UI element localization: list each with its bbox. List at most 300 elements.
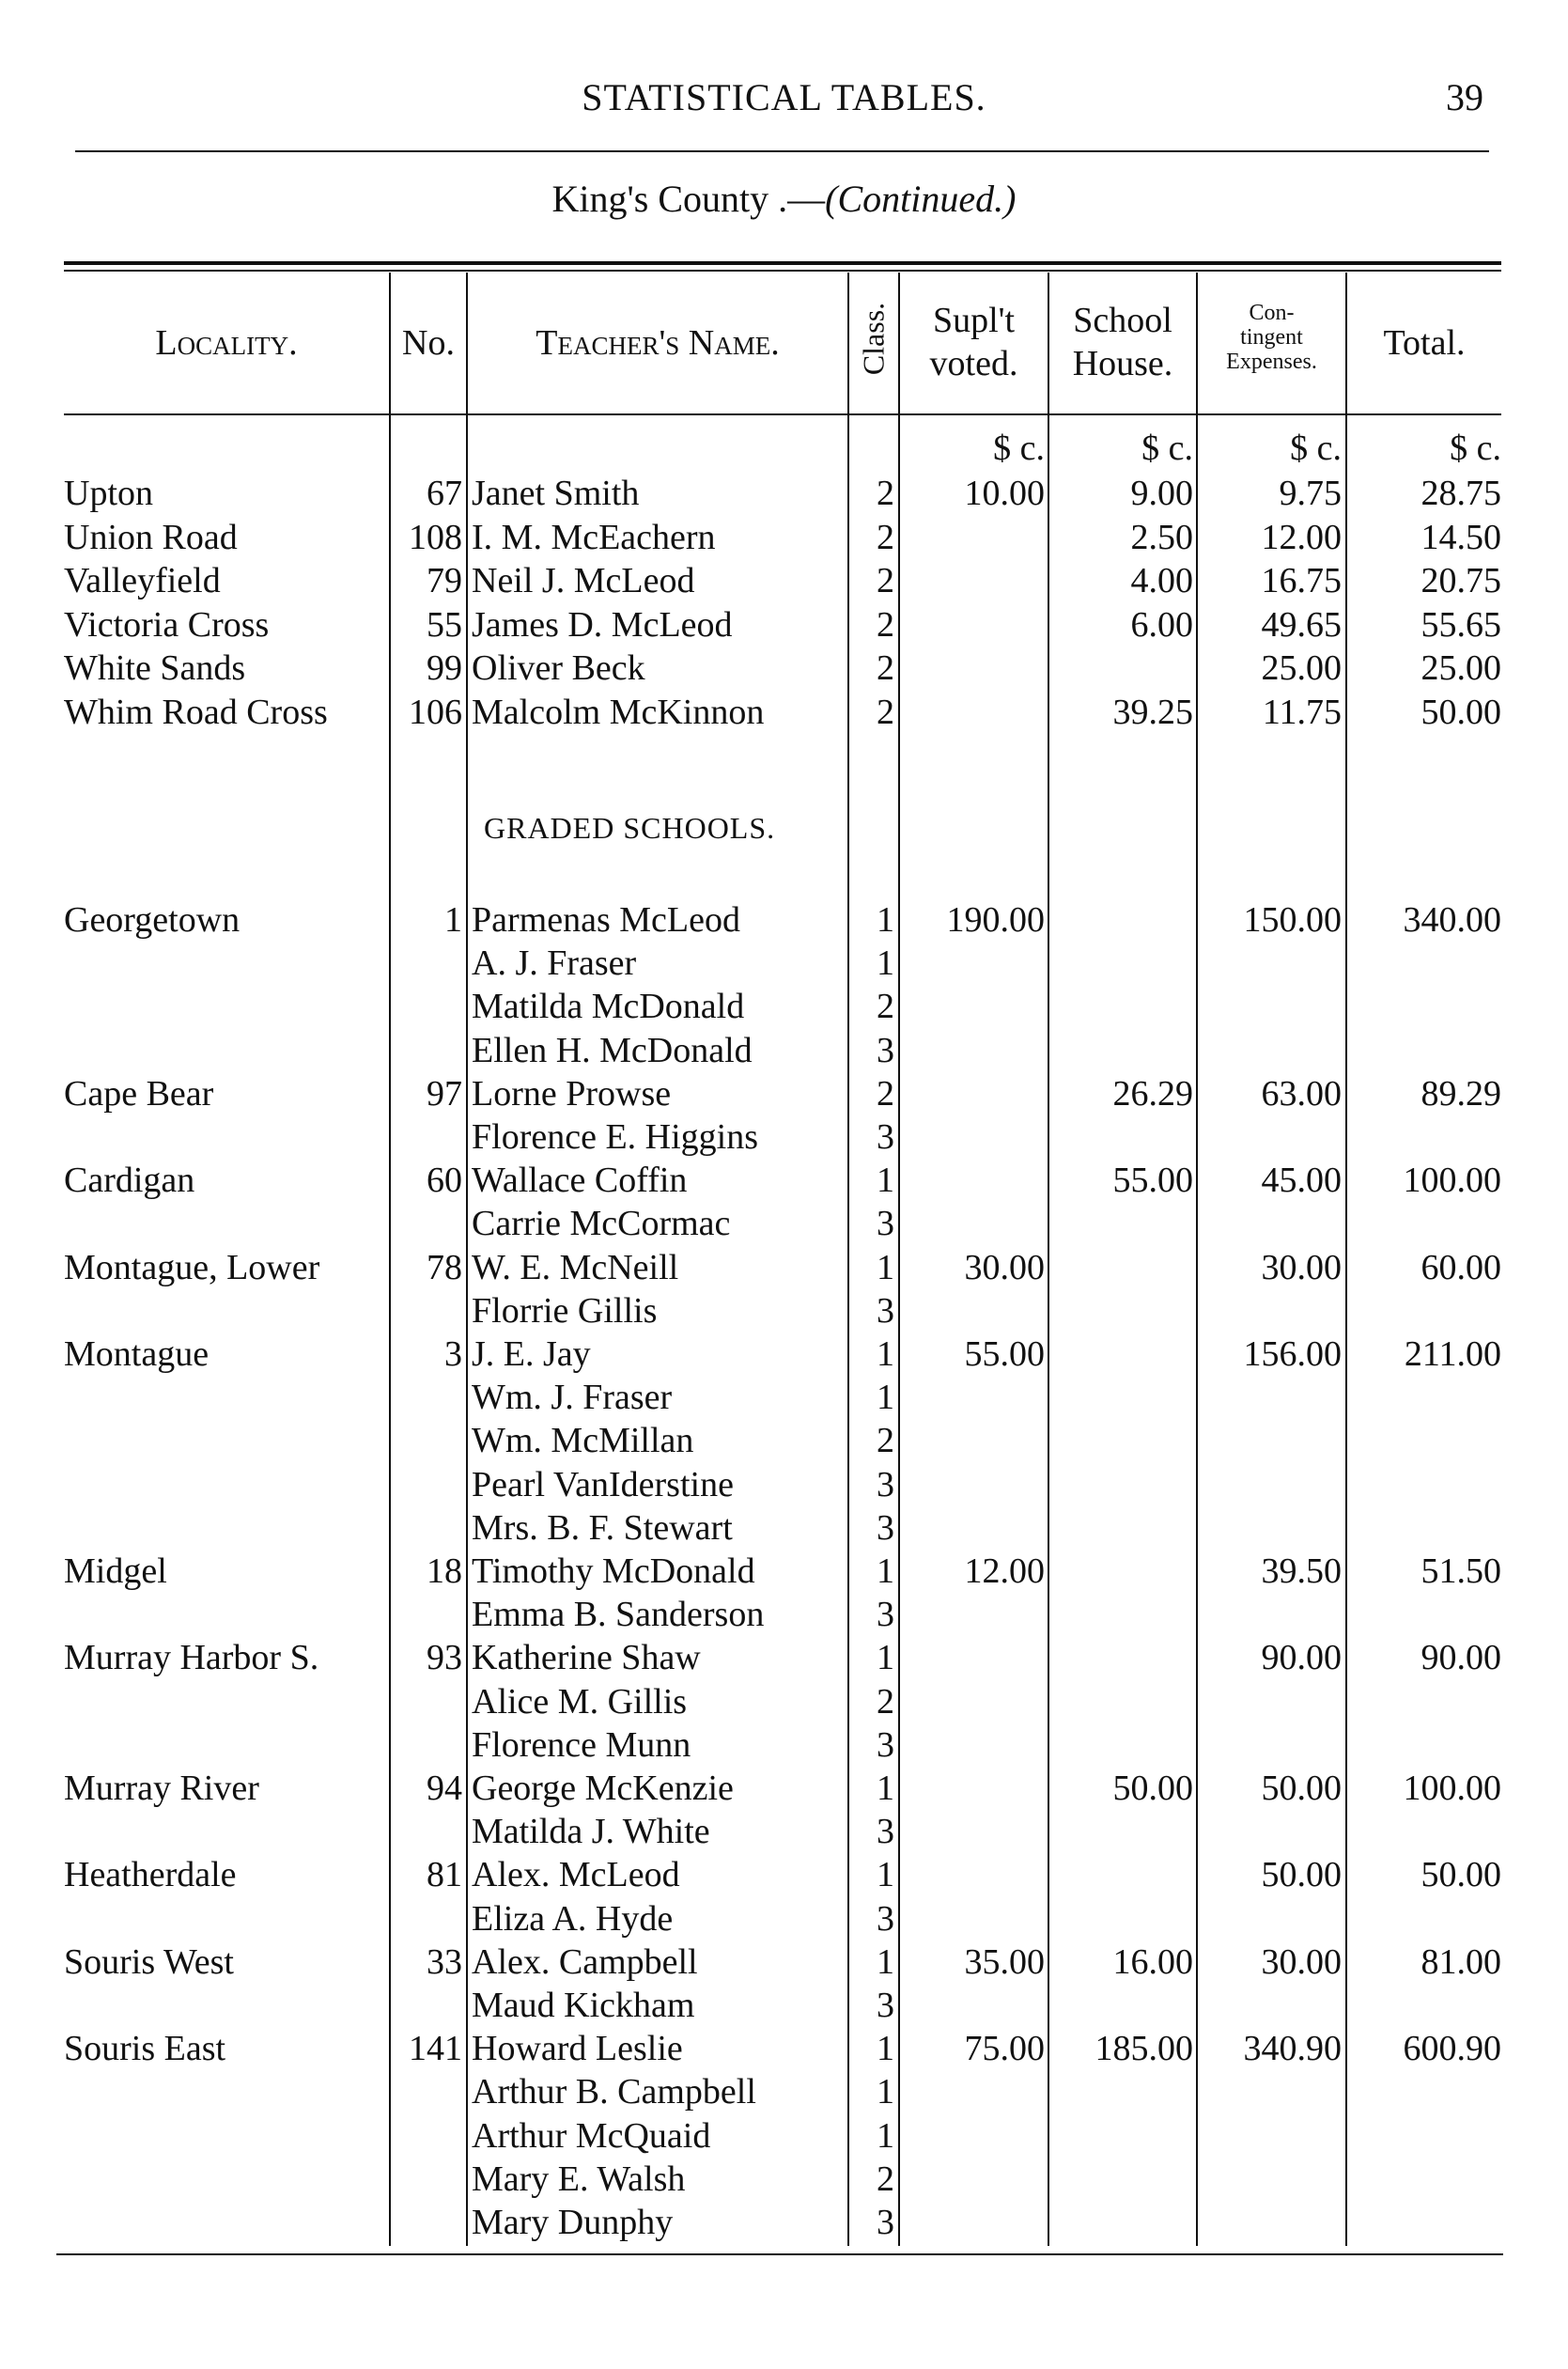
cell-suplt-voted xyxy=(902,1984,1045,2027)
cell-contingent-expenses xyxy=(1201,2158,1342,2201)
cell-school-number xyxy=(387,1810,462,1853)
header-school-line1: School xyxy=(1073,301,1172,340)
cell-contingent-expenses: 90.00 xyxy=(1261,1638,1342,1678)
county-name: King's County .— xyxy=(551,178,826,220)
cell-suplt-voted xyxy=(902,1897,1045,1940)
cell-suplt-voted: 10.00 xyxy=(964,474,1045,513)
cell-suplt-voted xyxy=(902,942,1045,985)
cell-school-number: 67 xyxy=(427,474,462,513)
cell-class: 3 xyxy=(877,2203,894,2242)
cell-class: 3 xyxy=(877,1986,894,2025)
cell-contingent-expenses: 49.65 xyxy=(1261,604,1342,645)
cell-school-number: 78 xyxy=(427,1247,462,1287)
cell-school-house: 185.00 xyxy=(1094,2029,1193,2069)
cell-teacher-name: Maud Kickham xyxy=(472,1986,695,2025)
cell-contingent-expenses xyxy=(1201,985,1342,1028)
cell-suplt-voted xyxy=(902,1159,1045,1202)
cell-locality: Heatherdale xyxy=(64,1855,237,1895)
cell-teacher-name: Mrs. B. F. Stewart xyxy=(472,1507,733,1548)
cell-school-house: 55.00 xyxy=(1112,1161,1193,1201)
cell-total: 20.75 xyxy=(1421,561,1501,600)
cell-total: 25.00 xyxy=(1421,648,1501,688)
cell-teacher-name: Timothy McDonald xyxy=(472,1551,755,1591)
cell-contingent-expenses xyxy=(1201,1376,1342,1419)
cell-suplt-voted: 75.00 xyxy=(964,2029,1045,2069)
cell-total xyxy=(1353,2114,1501,2158)
cell-teacher-name: Katherine Shaw xyxy=(472,1638,701,1678)
cell-contingent-expenses: 25.00 xyxy=(1261,648,1342,688)
cell-teacher-name: I. M. McEachern xyxy=(472,517,716,557)
cell-locality: Upton xyxy=(64,474,153,513)
cell-suplt-voted xyxy=(902,1115,1045,1159)
currency-total: $ c. xyxy=(1450,429,1501,468)
cell-teacher-name: Mary Dunphy xyxy=(472,2203,674,2242)
cell-teacher-name: Janet Smith xyxy=(472,474,640,513)
cell-school-number: 99 xyxy=(427,648,462,688)
cell-suplt-voted xyxy=(902,603,1045,647)
cell-total: 340.00 xyxy=(1403,900,1501,940)
cell-suplt-voted xyxy=(902,1636,1045,1679)
continued-note: (Continued.) xyxy=(825,178,1017,220)
cell-suplt-voted xyxy=(902,516,1045,559)
cell-total: 100.00 xyxy=(1403,1769,1501,1808)
cell-school-house xyxy=(1052,1853,1193,1896)
cell-class: 2 xyxy=(877,474,894,513)
cell-locality: Midgel xyxy=(64,1551,167,1591)
cell-school-house: 39.25 xyxy=(1112,692,1193,732)
cell-school-number xyxy=(387,1419,462,1462)
cell-locality: Montague, Lower xyxy=(64,1247,320,1287)
cell-contingent-expenses xyxy=(1201,1289,1342,1333)
cell-class: 3 xyxy=(877,1117,894,1157)
col-rule-school-right xyxy=(1196,273,1198,2246)
cell-school-house xyxy=(1052,1115,1193,1159)
cell-suplt-voted: 12.00 xyxy=(964,1551,1045,1591)
cell-suplt-voted xyxy=(902,1506,1045,1550)
cell-total xyxy=(1353,985,1501,1028)
cell-school-number xyxy=(387,1593,462,1636)
cell-locality: Georgetown xyxy=(64,900,241,940)
cell-contingent-expenses: 16.75 xyxy=(1261,561,1342,600)
cell-total xyxy=(1353,1723,1501,1767)
cell-class: 1 xyxy=(877,1769,894,1808)
cell-total: 211.00 xyxy=(1404,1334,1501,1374)
header-no: No. xyxy=(402,323,455,363)
cell-class: 3 xyxy=(877,1898,894,1939)
cell-total xyxy=(1353,942,1501,985)
cell-school-number xyxy=(387,2158,462,2201)
cell-total: 50.00 xyxy=(1421,692,1501,732)
cell-school-number xyxy=(387,942,462,985)
cell-total: 90.00 xyxy=(1421,1638,1501,1678)
running-head xyxy=(0,75,1568,132)
cell-teacher-name: Pearl VanIderstine xyxy=(472,1464,734,1504)
cell-school-house xyxy=(1052,2158,1193,2201)
head-rule xyxy=(75,150,1489,152)
cell-suplt-voted: 55.00 xyxy=(964,1334,1045,1374)
cell-suplt-voted xyxy=(902,2070,1045,2113)
cell-teacher-name: Alice M. Gillis xyxy=(472,1681,688,1722)
cell-suplt-voted xyxy=(902,1202,1045,1245)
cell-total: 28.75 xyxy=(1421,474,1501,513)
cell-suplt-voted xyxy=(902,2114,1045,2158)
cell-class: 2 xyxy=(877,692,894,732)
cell-total xyxy=(1353,2070,1501,2113)
cell-class: 3 xyxy=(877,1595,894,1635)
cell-school-number xyxy=(387,1680,462,1723)
cell-class: 2 xyxy=(877,648,894,688)
cell-total: 55.65 xyxy=(1421,604,1501,645)
cell-total xyxy=(1353,1376,1501,1419)
cell-contingent-expenses xyxy=(1201,1593,1342,1636)
cell-contingent-expenses xyxy=(1201,1463,1342,1506)
cell-school-number xyxy=(387,1376,462,1419)
cell-locality: Souris West xyxy=(64,1941,234,1982)
cell-school-house xyxy=(1052,1419,1193,1462)
header-cont-line3: Expenses. xyxy=(1226,350,1317,374)
cell-total xyxy=(1353,1115,1501,1159)
cell-school-number xyxy=(387,1463,462,1506)
cell-suplt-voted xyxy=(902,1463,1045,1506)
cell-suplt-voted xyxy=(902,647,1045,690)
cell-class: 2 xyxy=(877,987,894,1027)
cell-teacher-name: Arthur B. Campbell xyxy=(472,2072,756,2112)
cell-locality: White Sands xyxy=(64,648,246,688)
cell-teacher-name: Mary E. Walsh xyxy=(472,2159,686,2199)
cell-suplt-voted xyxy=(902,1853,1045,1896)
cell-school-house: 50.00 xyxy=(1112,1769,1193,1808)
cell-class: 1 xyxy=(877,1247,894,1287)
cell-teacher-name: Florence E. Higgins xyxy=(472,1117,759,1157)
cell-teacher-name: Wm. McMillan xyxy=(472,1421,694,1461)
cell-school-number: 18 xyxy=(427,1551,462,1591)
cell-contingent-expenses: 156.00 xyxy=(1243,1334,1342,1374)
cell-suplt-voted xyxy=(902,985,1045,1028)
cell-contingent-expenses xyxy=(1201,942,1342,985)
cell-school-house xyxy=(1052,2201,1193,2244)
cell-total: 60.00 xyxy=(1421,1247,1501,1287)
cell-locality: Murray Harbor S. xyxy=(64,1638,319,1678)
cell-school-number: 141 xyxy=(409,2029,462,2069)
cell-school-house xyxy=(1052,1506,1193,1550)
cell-total: 89.29 xyxy=(1421,1073,1501,1114)
cell-school-house xyxy=(1052,1636,1193,1679)
cell-school-number xyxy=(387,1897,462,1940)
cell-school-number xyxy=(387,2114,462,2158)
cell-locality: Cardigan xyxy=(64,1161,195,1201)
cell-class: 3 xyxy=(877,1724,894,1765)
cell-class: 2 xyxy=(877,517,894,557)
cell-total xyxy=(1353,1202,1501,1245)
cell-teacher-name: James D. McLeod xyxy=(472,604,733,645)
cell-class: 2 xyxy=(877,1421,894,1461)
cell-class: 3 xyxy=(877,1204,894,1244)
cell-school-house: 2.50 xyxy=(1130,517,1193,557)
header-locality: Locality. xyxy=(155,323,298,363)
cell-teacher-name: Parmenas McLeod xyxy=(472,900,740,940)
cell-class: 1 xyxy=(877,943,894,984)
cell-school-house xyxy=(1052,1897,1193,1940)
cell-contingent-expenses: 45.00 xyxy=(1261,1161,1342,1201)
cell-teacher-name: A. J. Fraser xyxy=(472,943,637,984)
cell-contingent-expenses: 30.00 xyxy=(1261,1247,1342,1287)
cell-contingent-expenses: 12.00 xyxy=(1261,517,1342,557)
cell-contingent-expenses: 50.00 xyxy=(1261,1855,1342,1895)
cell-school-house xyxy=(1052,1680,1193,1723)
cell-teacher-name: Carrie McCormac xyxy=(472,1204,731,1244)
cell-class: 3 xyxy=(877,1507,894,1548)
cell-teacher-name: Matilda J. White xyxy=(472,1812,710,1852)
cell-teacher-name: Wm. J. Fraser xyxy=(472,1378,673,1418)
cell-total xyxy=(1353,1593,1501,1636)
cell-school-house xyxy=(1052,1550,1193,1593)
cell-school-number xyxy=(387,1289,462,1333)
cell-school-number xyxy=(387,1506,462,1550)
cell-locality: Whim Road Cross xyxy=(64,692,328,732)
cell-school-number: 1 xyxy=(444,900,462,940)
cell-teacher-name: Alex. Campbell xyxy=(472,1941,698,1982)
cell-locality: Valleyfield xyxy=(64,561,221,600)
currency-school: $ c. xyxy=(1141,429,1193,468)
cell-school-house: 4.00 xyxy=(1130,561,1193,600)
cell-class: 1 xyxy=(877,1334,894,1374)
cell-locality: Union Road xyxy=(64,517,238,557)
cell-teacher-name: Eliza A. Hyde xyxy=(472,1898,674,1939)
cell-school-number xyxy=(387,985,462,1028)
cell-school-house: 6.00 xyxy=(1130,604,1193,645)
cell-school-number: 97 xyxy=(427,1073,462,1114)
cell-suplt-voted xyxy=(902,1593,1045,1636)
cell-class: 1 xyxy=(877,1551,894,1591)
cell-suplt-voted xyxy=(902,1376,1045,1419)
cell-class: 1 xyxy=(877,1161,894,1201)
cell-total xyxy=(1353,2158,1501,2201)
cell-contingent-expenses: 9.75 xyxy=(1279,474,1342,513)
cell-suplt-voted xyxy=(902,1419,1045,1462)
cell-suplt-voted xyxy=(902,2201,1045,2244)
cell-school-number: 55 xyxy=(427,604,462,645)
cell-suplt-voted xyxy=(902,2158,1045,2201)
cell-school-number xyxy=(387,2201,462,2244)
graded-schools-heading: GRADED SCHOOLS. xyxy=(484,811,776,845)
cell-contingent-expenses: 30.00 xyxy=(1261,1941,1342,1982)
cell-teacher-name: W. E. McNeill xyxy=(472,1247,679,1287)
cell-school-number: 81 xyxy=(427,1855,462,1895)
cell-contingent-expenses xyxy=(1201,2114,1342,2158)
cell-suplt-voted xyxy=(902,1723,1045,1767)
cell-locality: Victoria Cross xyxy=(64,604,270,645)
cell-school-house xyxy=(1052,1246,1193,1289)
cell-suplt-voted xyxy=(902,1072,1045,1115)
cell-school-number: 106 xyxy=(409,692,462,732)
cell-teacher-name: J. E. Jay xyxy=(472,1334,591,1374)
cell-total xyxy=(1353,1984,1501,2027)
cell-class: 3 xyxy=(877,1030,894,1070)
cell-teacher-name: Neil J. McLeod xyxy=(472,561,695,600)
cell-school-house: 26.29 xyxy=(1112,1073,1193,1114)
cell-contingent-expenses: 11.75 xyxy=(1262,692,1342,732)
cell-teacher-name: Wallace Coffin xyxy=(472,1161,688,1201)
cell-class: 1 xyxy=(877,1638,894,1678)
cell-teacher-name: Emma B. Sanderson xyxy=(472,1595,765,1635)
cell-contingent-expenses xyxy=(1201,1810,1342,1853)
page-number: 39 xyxy=(1446,76,1483,118)
cell-school-house xyxy=(1052,1202,1193,1245)
cell-suplt-voted xyxy=(902,1680,1045,1723)
cell-class: 1 xyxy=(877,1378,894,1418)
col-rule-cont-right xyxy=(1345,273,1347,2246)
cell-school-house xyxy=(1052,1810,1193,1853)
cell-contingent-expenses: 39.50 xyxy=(1261,1551,1342,1591)
cell-locality: Murray River xyxy=(64,1769,259,1808)
col-rule-suplt-right xyxy=(1048,273,1049,2246)
header-school-house xyxy=(1049,299,1196,385)
cell-school-house: 16.00 xyxy=(1112,1941,1193,1982)
cell-total xyxy=(1353,2201,1501,2244)
cell-total xyxy=(1353,1463,1501,1506)
cell-teacher-name: Lorne Prowse xyxy=(472,1073,672,1114)
currency-suplt: $ c. xyxy=(993,429,1045,468)
cell-total: 600.90 xyxy=(1403,2029,1501,2069)
cell-school-house: 9.00 xyxy=(1130,474,1193,513)
cell-contingent-expenses: 63.00 xyxy=(1261,1073,1342,1114)
cell-school-house xyxy=(1052,898,1193,942)
cell-teacher-name: Florence Munn xyxy=(472,1724,691,1765)
cell-school-house xyxy=(1052,1029,1193,1072)
cell-contingent-expenses xyxy=(1201,1897,1342,1940)
currency-contingent: $ c. xyxy=(1290,429,1342,468)
cell-suplt-voted xyxy=(902,1029,1045,1072)
cell-school-number: 3 xyxy=(444,1334,462,1374)
running-title: STATISTICAL TABLES. xyxy=(582,76,986,118)
cell-class: 3 xyxy=(877,1290,894,1331)
cell-suplt-voted xyxy=(902,1767,1045,1810)
header-bottom-rule xyxy=(64,413,1501,415)
cell-school-number xyxy=(387,1115,462,1159)
cell-school-house xyxy=(1052,2070,1193,2113)
cell-total xyxy=(1353,1810,1501,1853)
cell-total xyxy=(1353,1289,1501,1333)
cell-school-number xyxy=(387,1202,462,1245)
cell-teacher-name: Oliver Beck xyxy=(472,648,645,688)
cell-school-number xyxy=(387,1723,462,1767)
cell-school-number xyxy=(387,2070,462,2113)
cell-total xyxy=(1353,1897,1501,1940)
cell-school-house xyxy=(1052,942,1193,985)
cell-contingent-expenses xyxy=(1201,1419,1342,1462)
cell-contingent-expenses xyxy=(1201,1984,1342,2027)
table-top-rule-2 xyxy=(64,270,1501,272)
col-rule-class-right xyxy=(898,273,900,2246)
cell-total xyxy=(1353,1029,1501,1072)
cell-school-house xyxy=(1052,985,1193,1028)
cell-teacher-name: George McKenzie xyxy=(472,1769,734,1808)
cell-school-number: 93 xyxy=(427,1638,462,1678)
header-suplt-line1: Supl't xyxy=(932,301,1016,340)
cell-contingent-expenses xyxy=(1201,1680,1342,1723)
cell-teacher-name: Howard Leslie xyxy=(472,2029,683,2069)
cell-total: 51.50 xyxy=(1421,1551,1501,1591)
cell-school-number: 108 xyxy=(409,517,462,557)
cell-school-house xyxy=(1052,647,1193,690)
header-class: Class. xyxy=(856,302,891,376)
cell-teacher-name: Matilda McDonald xyxy=(472,987,745,1027)
cell-total: 100.00 xyxy=(1403,1161,1501,1201)
cell-school-house xyxy=(1052,1723,1193,1767)
header-cont-line1: Con- xyxy=(1249,301,1295,325)
cell-teacher-name: Malcolm McKinnon xyxy=(472,692,765,732)
cell-locality: Souris East xyxy=(64,2029,226,2069)
cell-contingent-expenses xyxy=(1201,1202,1342,1245)
table-top-rule xyxy=(64,261,1501,265)
cell-total: 14.50 xyxy=(1421,517,1501,557)
table-subtitle xyxy=(0,177,1568,221)
cell-class: 2 xyxy=(877,604,894,645)
cell-teacher-name: Ellen H. McDonald xyxy=(472,1030,753,1070)
cell-total xyxy=(1353,1506,1501,1550)
header-school-line2: House. xyxy=(1072,344,1173,383)
cell-suplt-voted: 190.00 xyxy=(946,900,1045,940)
cell-contingent-expenses: 50.00 xyxy=(1261,1769,1342,1808)
cell-school-house xyxy=(1052,1333,1193,1376)
cell-contingent-expenses xyxy=(1201,1723,1342,1767)
cell-school-number xyxy=(387,1029,462,1072)
cell-class: 2 xyxy=(877,561,894,600)
table-bottom-rule xyxy=(56,2253,1503,2255)
cell-class: 2 xyxy=(877,1681,894,1722)
header-suplt-line2: voted. xyxy=(929,344,1018,383)
header-cont-line2: tingent xyxy=(1240,325,1303,350)
header-contingent-expenses xyxy=(1198,301,1345,374)
header-teacher-name: Teacher's Name. xyxy=(536,323,780,363)
cell-school-house xyxy=(1052,1463,1193,1506)
cell-contingent-expenses: 150.00 xyxy=(1243,900,1342,940)
cell-class: 2 xyxy=(877,2159,894,2199)
cell-class: 1 xyxy=(877,1941,894,1982)
cell-school-number: 79 xyxy=(427,561,462,600)
cell-class: 1 xyxy=(877,2029,894,2069)
cell-contingent-expenses: 340.90 xyxy=(1243,2029,1342,2069)
cell-contingent-expenses xyxy=(1201,1115,1342,1159)
cell-suplt-voted: 35.00 xyxy=(964,1941,1045,1982)
cell-class: 1 xyxy=(877,2072,894,2112)
cell-total xyxy=(1353,1419,1501,1462)
cell-class: 1 xyxy=(877,900,894,940)
cell-school-house xyxy=(1052,2114,1193,2158)
cell-locality: Montague xyxy=(64,1334,210,1374)
cell-class: 3 xyxy=(877,1812,894,1852)
cell-school-number xyxy=(387,1984,462,2027)
cell-class: 3 xyxy=(877,1464,894,1504)
cell-school-house xyxy=(1052,1593,1193,1636)
header-suplt-voted xyxy=(900,299,1048,385)
cell-school-number: 94 xyxy=(427,1769,462,1808)
header-total: Total. xyxy=(1383,323,1466,363)
cell-teacher-name: Florrie Gillis xyxy=(472,1290,658,1331)
cell-contingent-expenses xyxy=(1201,2201,1342,2244)
cell-total xyxy=(1353,1680,1501,1723)
cell-school-house xyxy=(1052,1984,1193,2027)
cell-suplt-voted xyxy=(902,1289,1045,1333)
cell-teacher-name: Arthur McQuaid xyxy=(472,2115,711,2156)
cell-contingent-expenses xyxy=(1201,1506,1342,1550)
cell-class: 1 xyxy=(877,1855,894,1895)
cell-suplt-voted: 30.00 xyxy=(964,1247,1045,1287)
cell-school-house xyxy=(1052,1376,1193,1419)
cell-contingent-expenses xyxy=(1201,2070,1342,2113)
cell-suplt-voted xyxy=(902,691,1045,734)
cell-total: 81.00 xyxy=(1421,1941,1501,1982)
